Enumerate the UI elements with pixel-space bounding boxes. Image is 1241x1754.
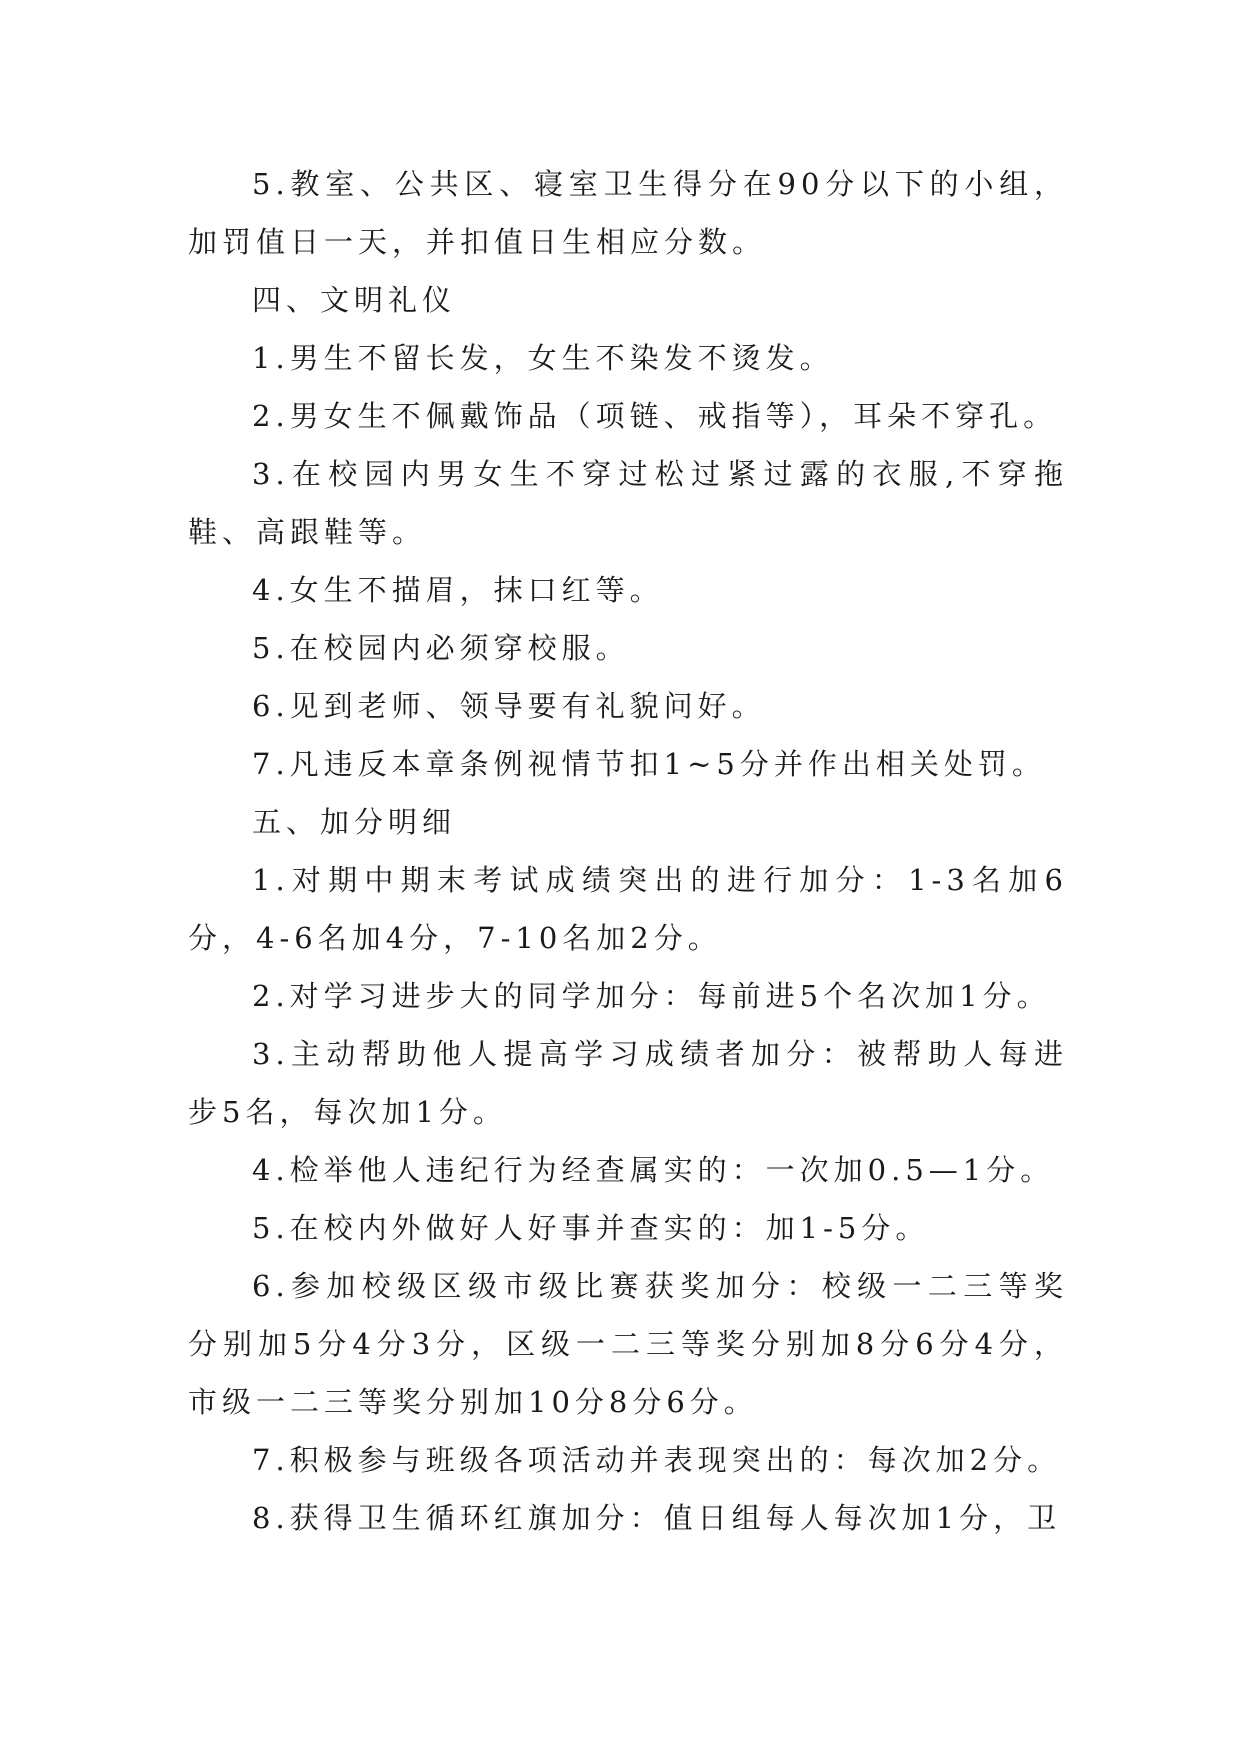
paragraph-bonus-7: 7.积极参与班级各项活动并表现突出的：每次加2分。: [252, 1443, 1062, 1477]
paragraph-etiquette-7: 7.凡违反本章条例视情节扣1~5分并作出相关处罚。: [252, 747, 1046, 781]
paragraph-bonus-4: 4.检举他人违纪行为经查属实的：一次加0.5—1分。: [252, 1153, 1055, 1187]
paragraph-etiquette-5: 5.在校园内必须穿校服。: [252, 631, 630, 665]
paragraph-etiquette-6: 6.见到老师、领导要有礼貌问好。: [252, 689, 766, 723]
paragraph-bonus-8: 8.获得卫生循环红旗加分：值日组每人每次加1分，卫: [252, 1501, 1062, 1535]
paragraph-hygiene-penalty: 5.教室、公共区、寝室卫生得分在90分以下的小组，加罚值日一天，并扣值日生相应分数。: [188, 167, 1068, 259]
paragraph-etiquette-4: 4.女生不描眉，抹口红等。: [252, 573, 664, 607]
paragraph-bonus-6: 6.参加校级区级市级比赛获奖加分：校级一二三等奖分别加5分4分3分，区级一二三等奖分别加8分6分4分，市级一二三等奖分别加10分8分6分。: [188, 1269, 1068, 1419]
paragraph-etiquette-2: 2.男女生不佩戴饰品（项链、戒指等），耳朵不穿孔。: [252, 399, 1058, 433]
paragraph-etiquette-1: 1.男生不留长发，女生不染发不烫发。: [252, 341, 834, 375]
paragraph-bonus-5: 5.在校内外做好人好事并查实的：加1-5分。: [252, 1211, 930, 1245]
document-body: [188, 155, 1068, 1547]
paragraph-bonus-2: 2.对学习进步大的同学加分：每前进5个名次加1分。: [252, 979, 1051, 1013]
paragraph-etiquette-3: 3.在校园内男女生不穿过松过紧过露的衣服,不穿拖鞋、高跟鞋等。: [188, 457, 1068, 549]
paragraph-bonus-1: 1.对期中期末考试成绩突出的进行加分：1-3名加6分，4-6名加4分，7-10名加2分。: [188, 863, 1068, 955]
section-heading-bonus: 五、加分明细: [252, 805, 457, 839]
section-heading-etiquette: 四、文明礼仪: [252, 283, 457, 317]
paragraph-bonus-3: 3.主动帮助他人提高学习成绩者加分：被帮助人每进步5名，每次加1分。: [188, 1037, 1068, 1129]
